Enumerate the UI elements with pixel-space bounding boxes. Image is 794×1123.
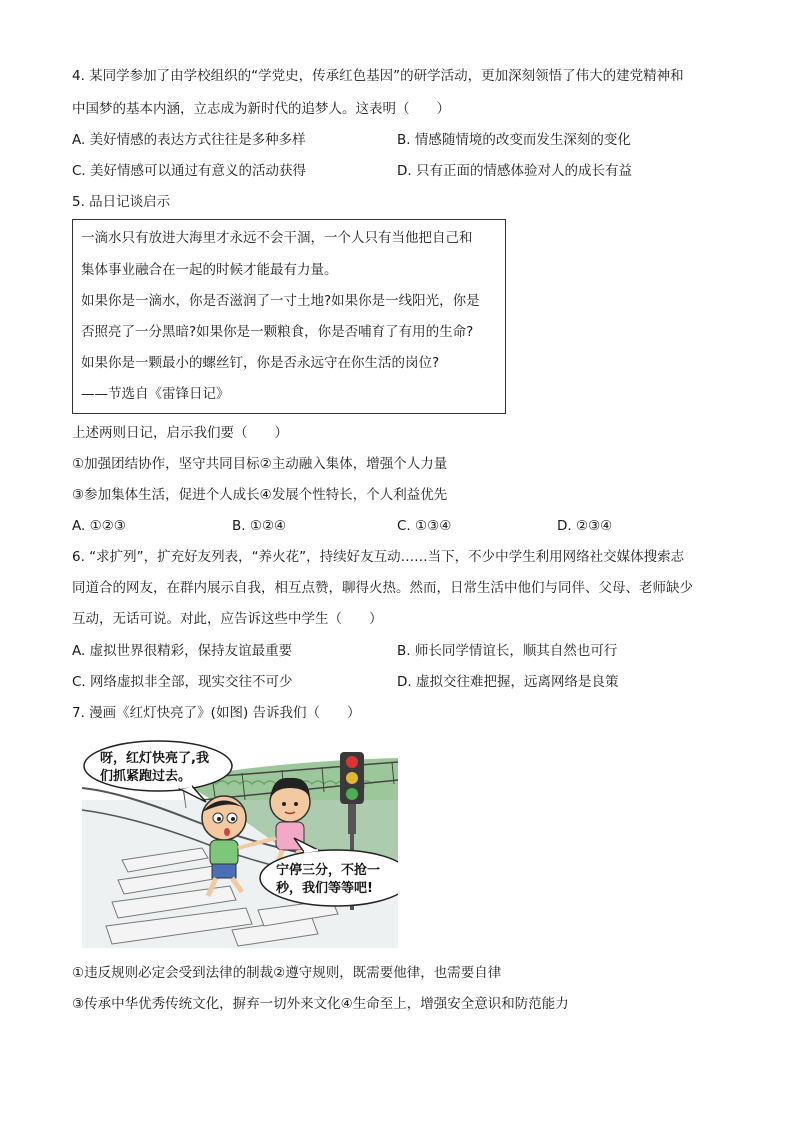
q4-stem-line1: 4. 某同学参加了由学校组织的“学党史，传承红色基因”的研学活动，更加深刻领悟了伟大的建党精神和: [72, 68, 684, 84]
q5-option-b: B. ①②④: [232, 518, 287, 534]
q5-stem: 5. 品日记谈启示: [72, 194, 171, 210]
bubble2-line1: 宁停三分，不抢一: [276, 863, 381, 878]
q6-option-a: A. 虚拟世界很精彩，保持友谊最重要: [72, 643, 293, 659]
diary-line: 否照亮了一分黑暗?如果你是一颗粮食，你是否哺育了有用的生命?: [81, 324, 474, 340]
diary-line: 如果你是一颗最小的螺丝钉，你是否永远守在你生活的岗位?: [81, 355, 440, 371]
q7-statements-line1: ①违反规则必定会受到法律的制裁②遵守规则，既需要他律，也需要自律: [72, 965, 502, 981]
q4-option-b: B. 情感随情境的改变而发生深刻的变化: [397, 132, 631, 148]
q4-stem-line2: 中国梦的基本内涵，立志成为新时代的追梦人。这表明（ ）: [72, 101, 450, 117]
diary-line: 一滴水只有放进大海里才永远不会干涸，一个人只有当他把自己和: [81, 230, 473, 246]
q6-stem-line1: 6. “求扩列”，扩充好友列表，“养火花”，持续好友互动……当下，不少中学生利用网络社交媒体搜索志: [72, 549, 685, 565]
comic-red-light: [82, 740, 398, 948]
q6-stem-line2: 同道合的网友，在群内展示自我，相互点赞，聊得火热。然而，日常生活中他们与同伴、父母、老师缺少: [72, 580, 693, 596]
diary-box: [72, 219, 506, 414]
q6-stem-line3: 互动，无话可说。对此，应告诉这些中学生（ ）: [72, 611, 383, 627]
q5-option-c: C. ①③④: [397, 518, 452, 534]
diary-source: ——节选自《雷锋日记》: [81, 386, 230, 402]
q7-statements-line2: ③传承中华优秀传统文化，摒弃一切外来文化④生命至上，增强安全意识和防范能力: [72, 996, 569, 1012]
q4-option-a: A. 美好情感的表达方式往往是多种多样: [72, 132, 306, 148]
diary-line: 如果你是一滴水，你是否滋润了一寸土地?如果你是一线阳光，你是: [81, 293, 480, 309]
q4-option-d: D. 只有正面的情感体验对人的成长有益: [397, 163, 632, 179]
q4-option-c: C. 美好情感可以通过有意义的活动获得: [72, 163, 307, 179]
q7-stem: 7. 漫画《红灯快亮了》(如图) 告诉我们（ ）: [72, 705, 361, 721]
q5-question: 上述两则日记，启示我们要（ ）: [72, 425, 288, 441]
q5-statements-line1: ①加强团结协作，坚守共同目标②主动融入集体，增强个人力量: [72, 456, 448, 472]
q6-option-c: C. 网络虚拟非全部，现实交往不可少: [72, 674, 293, 690]
q5-option-d: D. ②③④: [557, 518, 613, 534]
bubble2-line2: 秒，我们等等吧!: [276, 881, 373, 896]
diary-line: 集体事业融合在一起的时候才能最有力量。: [81, 262, 338, 278]
q6-option-d: D. 虚拟交往难把握，远离网络是良策: [397, 674, 619, 690]
q6-option-b: B. 师长同学情谊长，顺其自然也可行: [397, 643, 618, 659]
q5-option-a: A. ①②③: [72, 518, 126, 534]
bubble1-line1: 呀，红灯快亮了,我: [100, 751, 209, 766]
bubble1-line2: 们抓紧跑过去。: [100, 769, 192, 784]
q5-statements-line2: ③参加集体生活，促进个人成长④发展个性特长，个人利益优先: [72, 487, 448, 503]
